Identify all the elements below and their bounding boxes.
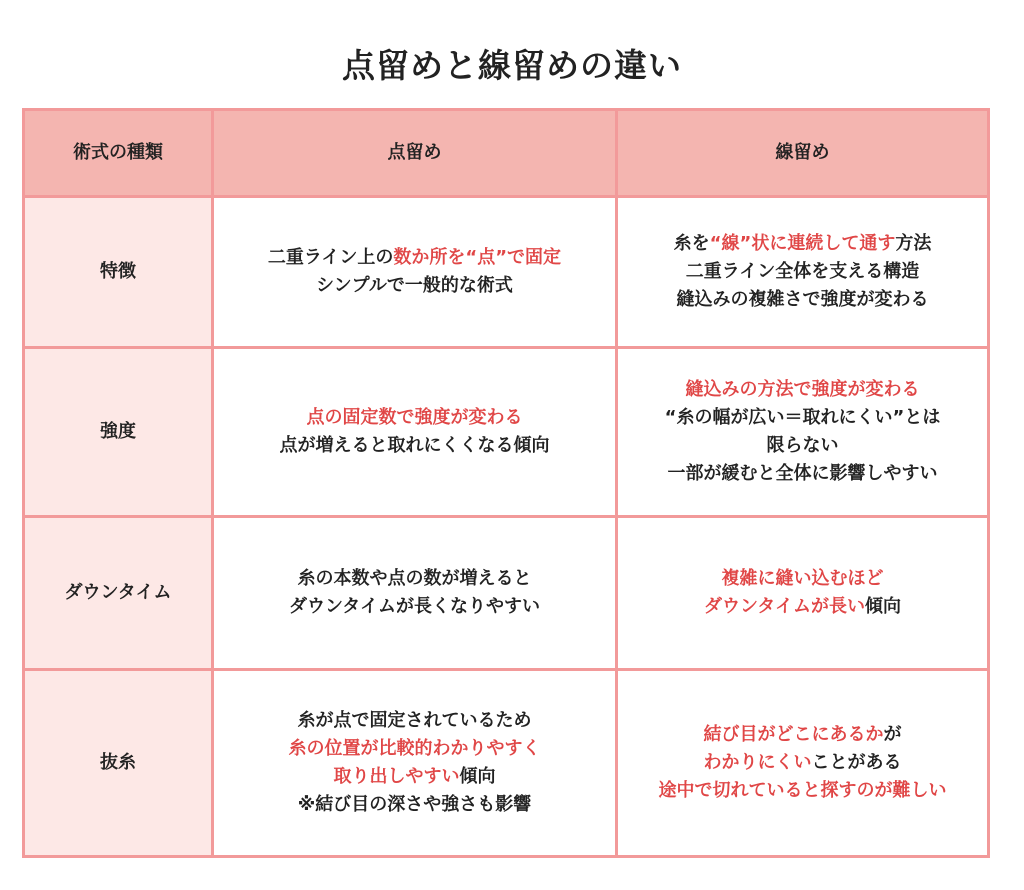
highlight-text: 糸の位置が比較的わかりやすく (288, 738, 541, 760)
body-text: 二重ライン全体を支える構造 (685, 261, 920, 283)
cell-line (222, 272, 607, 300)
body-text: 傾向 (459, 766, 496, 787)
point-fixation-cell (213, 670, 617, 857)
row-label: 強度 (24, 348, 213, 517)
body-text: 糸を (673, 233, 710, 255)
highlight-text: 複雑に縫い込むほど (721, 568, 884, 590)
cell-line (222, 593, 607, 621)
table-body (24, 197, 989, 857)
highlight-text: 点の固定数で強度が変わる (306, 407, 523, 429)
cell-line (222, 735, 607, 763)
cell-line (626, 721, 979, 749)
cell-line (222, 244, 607, 272)
header-technique-type: 術式の種類 (24, 110, 213, 197)
row-label: 特徴 (24, 197, 213, 348)
body-text: シンプルで一般的な術式 (316, 275, 513, 296)
cell-line (626, 376, 979, 404)
table-row-strength (24, 348, 989, 517)
highlight-text: ダウンタイムが長い (704, 596, 865, 617)
cell-line (626, 258, 979, 286)
point-fixation-cell (213, 197, 617, 348)
highlight-text: “線”状に連続して通す (709, 233, 896, 255)
highlight-text: 縫込みの方法で強度が変わる (685, 379, 920, 401)
body-text: 糸が点で固定されているため (297, 710, 532, 732)
cell-line (222, 432, 607, 460)
highlight-text: 取り出しやすい (333, 766, 460, 787)
body-text: 限らない (766, 435, 839, 456)
cell-line (222, 404, 607, 432)
body-text: ことがある (811, 752, 902, 774)
line-fixation-cell (617, 517, 989, 670)
table-row-downtime (24, 517, 989, 670)
highlight-text: わかりにくい (703, 752, 812, 774)
body-text: 一部が緩むと全体に影響しやすい (667, 462, 938, 484)
body-text: ダウンタイムが長くなりやすい (289, 596, 540, 617)
body-text: “糸の幅が広い＝取れにくい”とは (664, 407, 941, 429)
body-text: 縫込みの複雑さで強度が変わる (676, 288, 929, 310)
cell-line (626, 404, 979, 432)
header-line-fixation: 線留め (617, 110, 989, 197)
body-text: 傾向 (864, 596, 901, 617)
cell-line (626, 460, 979, 488)
cell-line (626, 565, 979, 593)
table-row-features (24, 197, 989, 348)
cell-line (626, 286, 979, 314)
body-text: 二重ライン上の (267, 247, 394, 269)
cell-line (626, 432, 979, 460)
highlight-text: 数か所を“点”で固定 (393, 247, 562, 269)
row-label: 抜糸 (24, 670, 213, 857)
line-fixation-cell (617, 197, 989, 348)
cell-line (222, 791, 607, 819)
body-text: ※結び目の深さや強さも影響 (297, 793, 532, 815)
cell-line (626, 593, 979, 621)
cell-line (626, 777, 979, 805)
highlight-text: 結び目がどこにあるか (703, 724, 884, 746)
cell-line (222, 565, 607, 593)
cell-line (626, 749, 979, 777)
line-fixation-cell (617, 348, 989, 517)
point-fixation-cell (213, 348, 617, 517)
point-fixation-cell (213, 517, 617, 670)
table-header-row (24, 110, 989, 197)
body-text: が (883, 724, 902, 746)
comparison-table (22, 108, 990, 858)
table-row-suture-removal (24, 670, 989, 857)
cell-line (222, 763, 607, 791)
page-title: 点留めと線留めの違い (342, 46, 682, 85)
line-fixation-cell (617, 670, 989, 857)
body-text: 方法 (895, 233, 932, 255)
highlight-text: 途中で切れていると探すのが難しい (658, 779, 947, 801)
row-label: ダウンタイム (24, 517, 213, 670)
body-text: 点が増えると取れにくくなる傾向 (279, 435, 550, 456)
body-text: 糸の本数や点の数が増えると (297, 568, 532, 590)
header-point-fixation: 点留め (213, 110, 617, 197)
cell-line (222, 707, 607, 735)
cell-line (626, 230, 979, 258)
